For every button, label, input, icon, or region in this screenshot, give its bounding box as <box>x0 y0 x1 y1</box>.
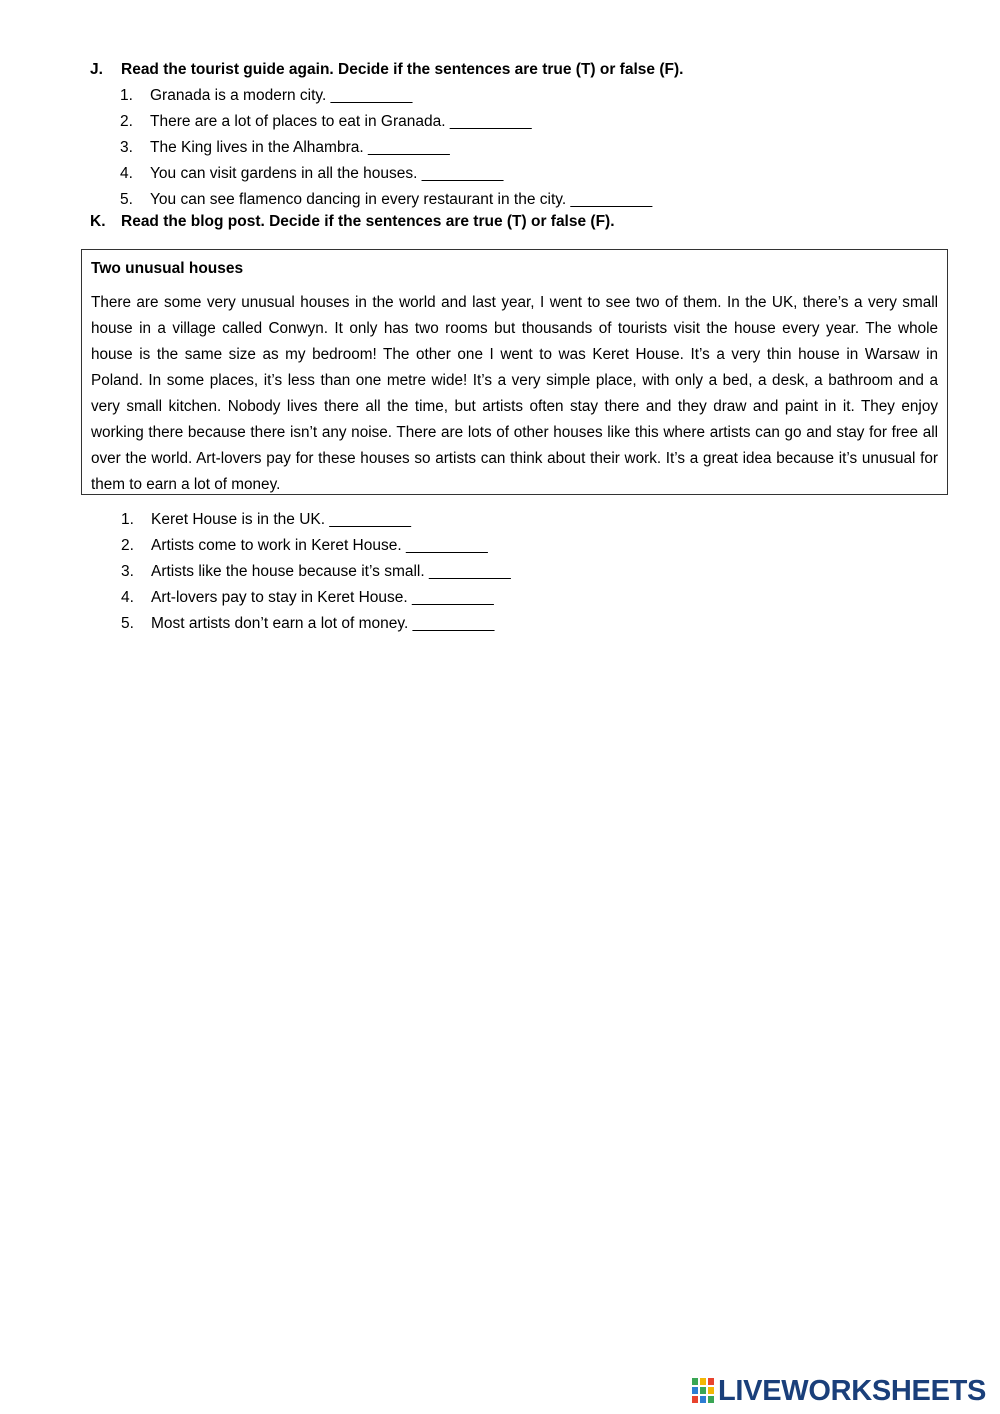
question-text: The King lives in the Alhambra. <box>150 139 364 156</box>
question-item <box>120 161 652 187</box>
blog-body: There are some very unusual houses in the world and last year, I went to see two of them. In the UK, there’s a very small house in a village called Conwyn. It only has two rooms but thousands of tourists visit the house every year. The whole house is the same size as my bedroom! The other one I went to was Keret House. It’s a very thin house in Warsaw in Poland. In some places, it’s less than one metre wide! It’s a very simple place, with only a bed, a desk, a bathroom and a very small kitchen. Nobody lives there all the time, but artists often stay there and they draw and paint in it. They enjoy working there because there isn’t any noise. There are lots of other houses like this where artists can go and stay for free all over the world. Art-lovers pay for these houses so artists can think about their work. It’s a great idea because it’s unusual for them to earn a lot of money. <box>91 294 938 493</box>
question-number: 3. <box>120 139 133 156</box>
question-text: Art-lovers pay to stay in Keret House. <box>151 589 408 606</box>
answer-blank[interactable]: __________ <box>428 563 511 580</box>
question-item <box>121 533 510 559</box>
question-item <box>120 135 652 161</box>
question-number: 1. <box>121 511 134 528</box>
answer-blank[interactable]: __________ <box>330 87 412 104</box>
question-text: Granada is a modern city. <box>150 87 327 104</box>
question-number: 3. <box>121 563 134 580</box>
question-item <box>120 83 652 109</box>
question-text: Most artists don’t earn a lot of money. <box>151 615 409 632</box>
liveworksheets-logo <box>692 1374 986 1408</box>
section-k-letter: K. <box>90 213 106 230</box>
answer-blank[interactable]: __________ <box>449 113 532 130</box>
question-item <box>120 109 652 135</box>
question-number: 4. <box>120 165 133 182</box>
answer-blank[interactable]: __________ <box>405 537 488 554</box>
question-number: 5. <box>121 615 134 632</box>
question-number: 2. <box>120 113 133 130</box>
section-j-heading <box>90 61 683 79</box>
question-item <box>121 559 510 585</box>
section-j-instruction: Read the tourist guide again. Decide if the sentences are true (T) or false (F). <box>121 61 684 78</box>
question-item <box>121 507 510 533</box>
section-k-instruction: Read the blog post. Decide if the sentences are true (T) or false (F). <box>121 213 615 230</box>
question-text: Artists like the house because it’s small. <box>151 563 425 580</box>
answer-blank[interactable]: __________ <box>367 139 450 156</box>
answer-blank[interactable]: __________ <box>412 589 494 606</box>
section-j-questions <box>120 83 652 213</box>
question-text: You can see flamenco dancing in every restaurant in the city. <box>150 191 567 208</box>
section-j-letter: J. <box>90 61 103 78</box>
question-item <box>121 585 510 611</box>
question-text: There are a lot of places to eat in Granada. <box>150 113 446 130</box>
liveworksheets-logo-icon <box>692 1378 714 1404</box>
question-number: 5. <box>120 191 133 208</box>
blog-post-box <box>81 249 948 495</box>
question-number: 2. <box>121 537 134 554</box>
question-number: 1. <box>120 87 133 104</box>
answer-blank[interactable]: __________ <box>570 191 652 208</box>
section-k-heading <box>90 213 615 231</box>
question-text: You can visit gardens in all the houses. <box>150 165 418 182</box>
question-item <box>121 611 510 637</box>
answer-blank[interactable]: __________ <box>412 615 494 632</box>
liveworksheets-logo-text: LIVEWORKSHEETS <box>718 1374 987 1407</box>
question-number: 4. <box>121 589 134 606</box>
blog-title: Two unusual houses <box>91 260 244 277</box>
answer-blank[interactable]: __________ <box>329 511 411 528</box>
question-item <box>120 187 652 213</box>
question-text: Artists come to work in Keret House. <box>151 537 402 554</box>
answer-blank[interactable]: __________ <box>421 165 503 182</box>
section-k-questions <box>121 507 510 637</box>
question-text: Keret House is in the UK. <box>151 511 326 528</box>
